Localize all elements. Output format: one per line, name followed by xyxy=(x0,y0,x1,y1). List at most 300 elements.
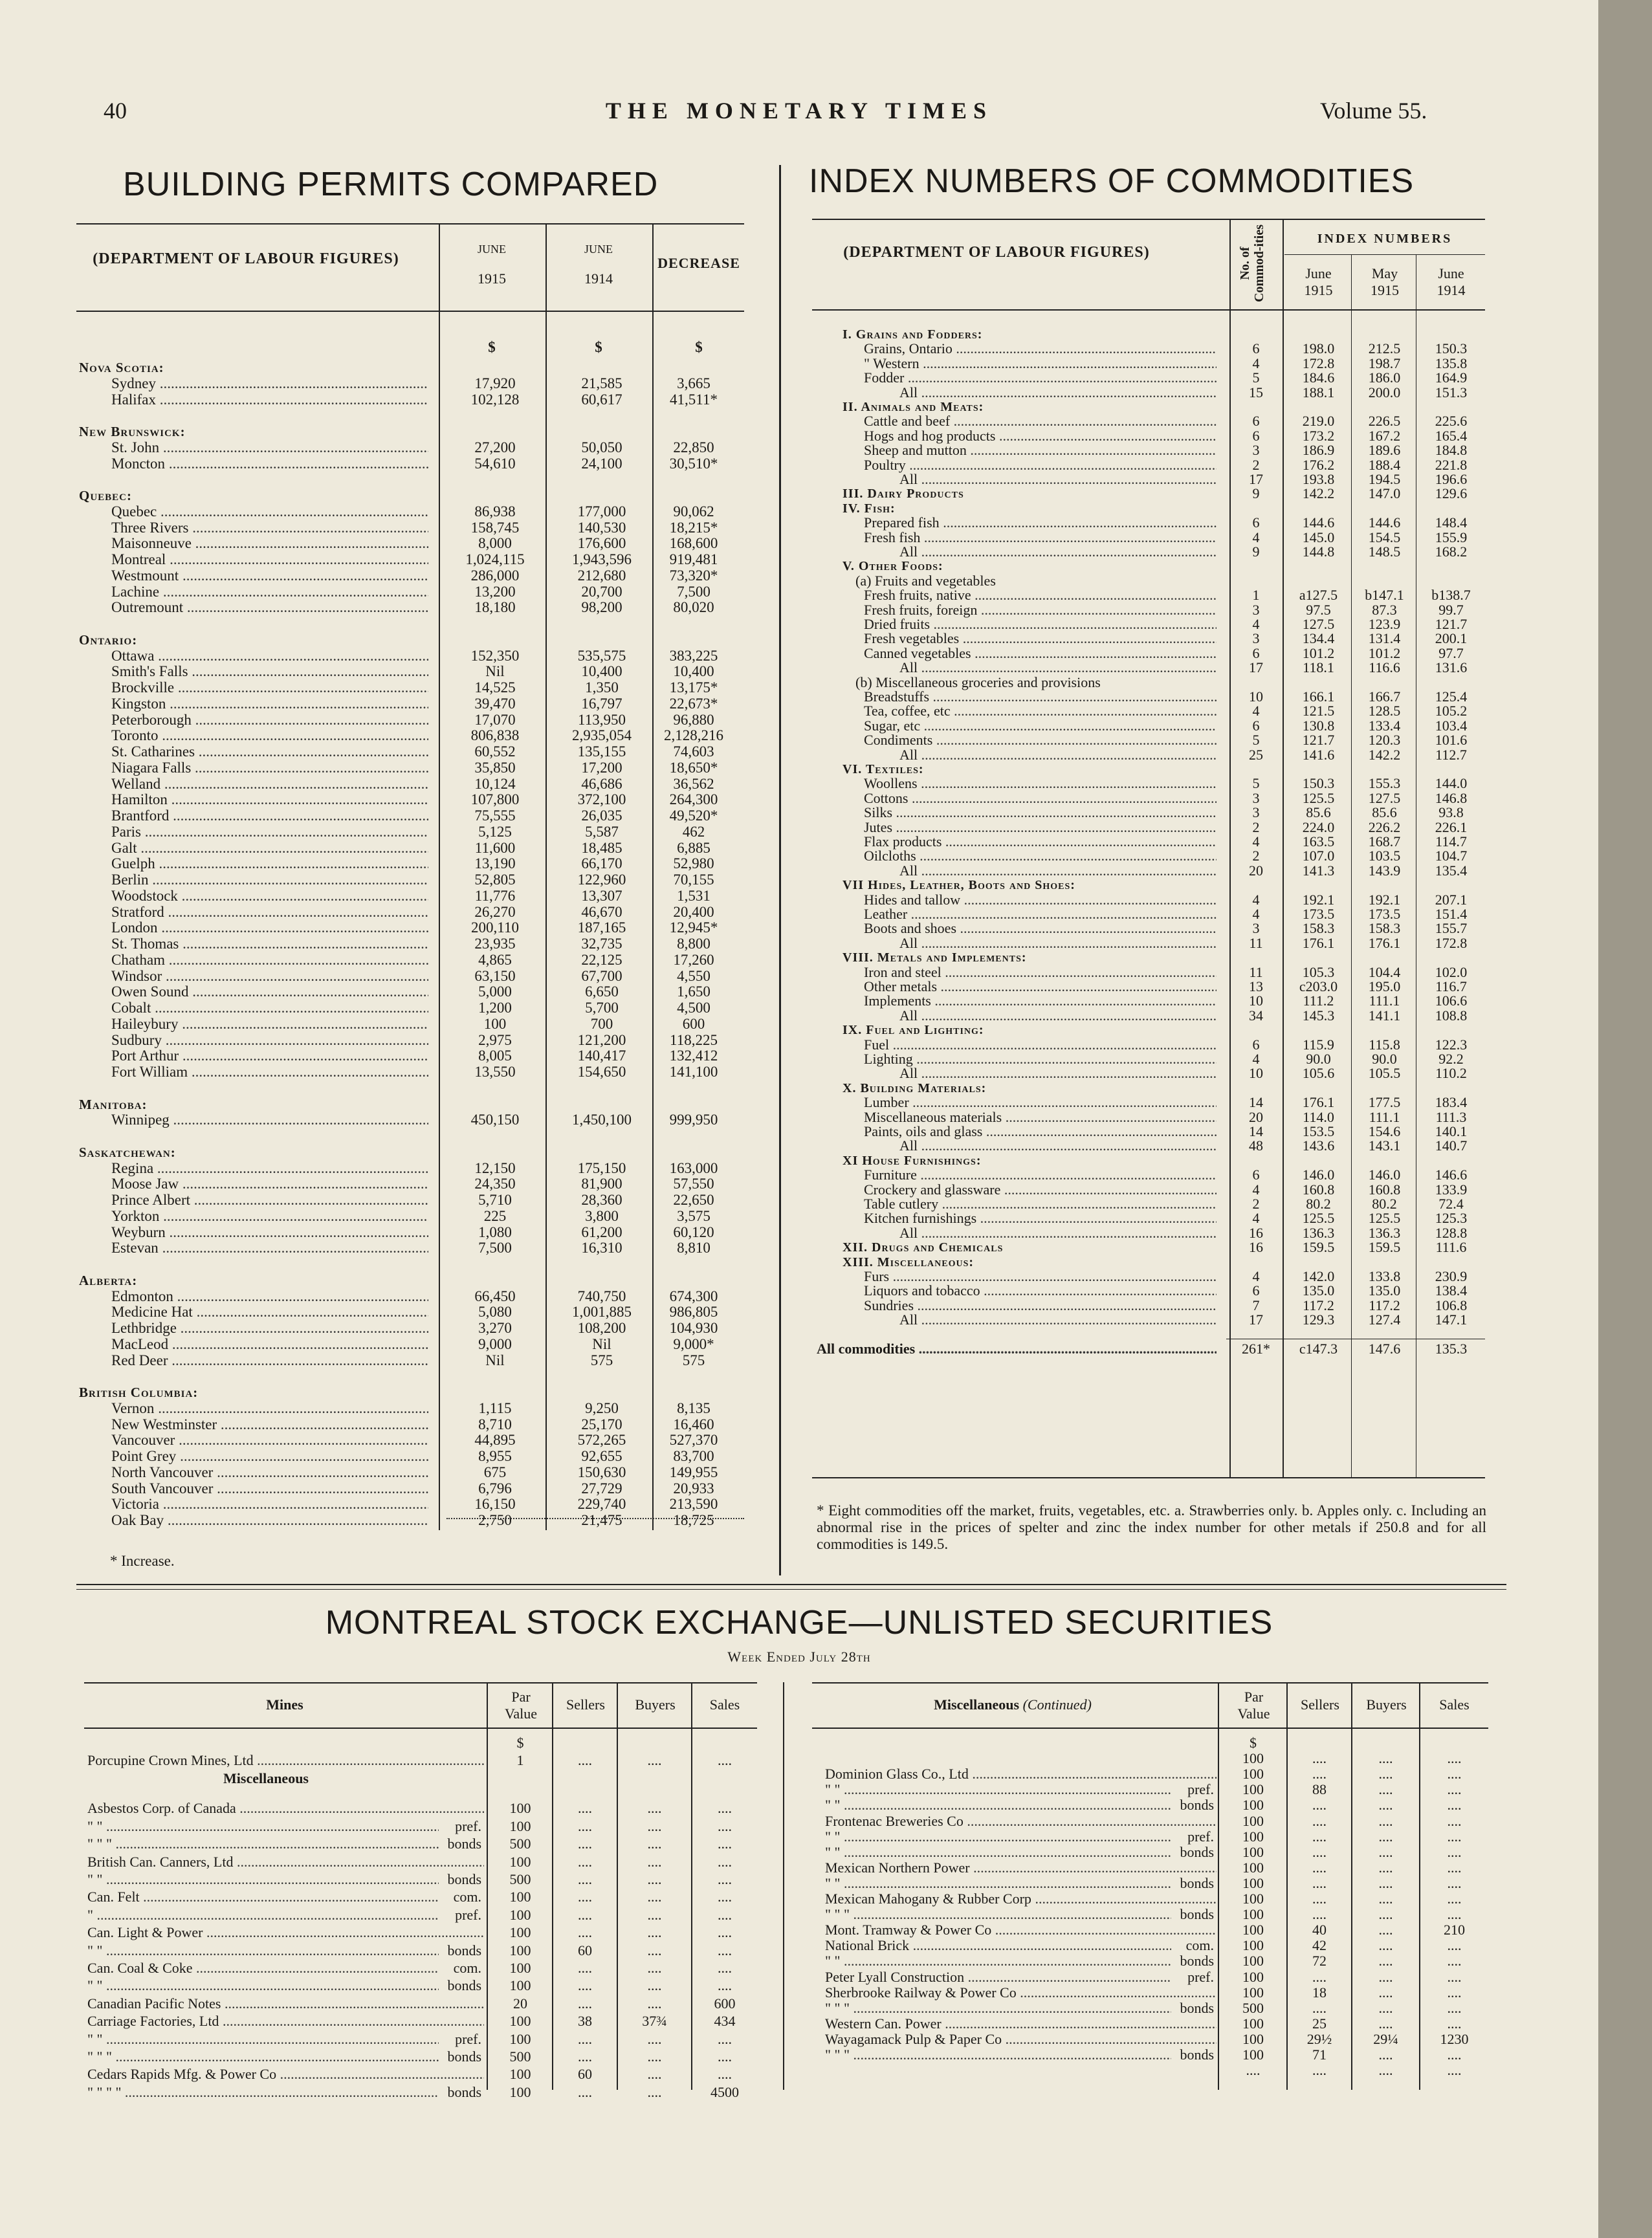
stock-row xyxy=(0,1750,1488,1769)
commodity-count: 3 xyxy=(1252,789,1260,806)
index-june-1915: 141.6 xyxy=(1302,746,1335,763)
index-june-1914: 131.6 xyxy=(1435,659,1468,676)
index-june-1914: 168.2 xyxy=(1435,543,1468,560)
par-value: 100 xyxy=(1242,1828,1264,1845)
stock-left-par-header: Par Value xyxy=(504,1689,538,1722)
city-name: Weyburn ..... xyxy=(111,1225,428,1240)
sales-count: .... xyxy=(1447,1812,1462,1829)
city-name: St. Thomas ..... xyxy=(111,936,428,952)
index-june-1914: 138.4 xyxy=(1435,1282,1468,1299)
permits-june-1915: 66,450 xyxy=(474,1288,516,1304)
city-name: Maisonneuve ..... xyxy=(111,536,428,551)
security-class: com. xyxy=(1185,1937,1214,1954)
permit-row xyxy=(0,1481,744,1497)
par-value: 100 xyxy=(1242,2015,1264,2032)
permits-june-1914: 17,200 xyxy=(581,759,622,776)
index-june-1915: 101.2 xyxy=(1302,644,1335,661)
index-may-1915: 142.2 xyxy=(1368,746,1401,763)
sales-count: .... xyxy=(1447,1781,1462,1798)
commodity-count: 16 xyxy=(1249,1224,1263,1241)
commodity-name: All ..... xyxy=(899,1008,1217,1024)
permits-june-1915: 5,125 xyxy=(478,823,512,840)
sales-count: .... xyxy=(1447,1750,1462,1767)
commodity-row xyxy=(0,1008,1488,1024)
index-june-1915: 130.8 xyxy=(1302,717,1335,734)
security-class: bonds xyxy=(447,1836,481,1852)
commodity-row xyxy=(0,1095,1488,1110)
permits-june-1914: 3,800 xyxy=(585,1207,619,1224)
index-june-1914: 104.7 xyxy=(1435,848,1468,864)
city-name: Quebec ..... xyxy=(111,504,428,520)
commodity-row xyxy=(0,631,1488,646)
commodity-subgroup-name: (b) Miscellaneous groceries and provisions xyxy=(855,674,1101,690)
stock-row xyxy=(0,2001,1488,2016)
index-june-1914: 184.8 xyxy=(1435,442,1468,459)
sales-count: .... xyxy=(718,1960,732,1976)
index-june-1915: 134.4 xyxy=(1302,630,1335,647)
stock-row xyxy=(0,1922,1488,1941)
index-may-1915: 160.8 xyxy=(1368,1181,1401,1198)
commodity-name: Sundries ..... xyxy=(864,1298,1217,1313)
city-name: Edmonton ..... xyxy=(111,1289,428,1304)
commodity-name: Iron and steel ..... xyxy=(864,965,1217,980)
permits-decrease: 986,805 xyxy=(669,1304,718,1321)
index-june-1914: b138.7 xyxy=(1431,587,1471,604)
city-name: Windsor ..... xyxy=(111,969,428,984)
permits-june-1914: 20,700 xyxy=(581,583,622,600)
commodity-count: 2 xyxy=(1252,456,1260,473)
stock-row xyxy=(0,1969,1488,1985)
city-name: New Westminster ..... xyxy=(111,1417,428,1432)
permits-june-1915: 75,555 xyxy=(474,807,516,824)
stock-right-top-rule xyxy=(812,1682,1488,1684)
index-june-1915: 85.6 xyxy=(1306,804,1331,821)
commodity-name: Lighting ..... xyxy=(864,1051,1217,1067)
permits-june-1915: 63,150 xyxy=(474,967,516,984)
security-name: National Brick ..... xyxy=(825,1938,1171,1953)
permits-june-1915: 18,180 xyxy=(474,599,516,616)
index-may-1915: 90.0 xyxy=(1372,1051,1397,1067)
commodity-group-name: V. Other Foods: xyxy=(843,559,943,574)
stock-left-buyers-header: Buyers xyxy=(635,1696,676,1713)
index-may-1915: 111.1 xyxy=(1369,1108,1400,1125)
commodity-count: 1 xyxy=(1252,587,1260,604)
commodity-count: 14 xyxy=(1249,1123,1263,1139)
sellers-price: .... xyxy=(578,2030,592,2047)
commodity-count: 6 xyxy=(1252,340,1260,357)
index-may-1915: 154.5 xyxy=(1368,529,1401,545)
index-june-1914: 106.6 xyxy=(1435,993,1468,1009)
permits-june-1914: 46,686 xyxy=(581,775,622,792)
permits-june-1915: 12,150 xyxy=(474,1159,516,1176)
sellers-price: 29½ xyxy=(1306,2030,1332,2047)
permits-decrease: 10,400 xyxy=(673,663,714,680)
index-bottom-rule xyxy=(812,1477,1485,1478)
permits-decrease: 919,481 xyxy=(669,551,718,567)
buyers-price: .... xyxy=(647,2048,662,2065)
city-name: Oak Bay ..... xyxy=(111,1513,428,1528)
permits-decrease: 600 xyxy=(682,1015,705,1032)
sales-count: .... xyxy=(1447,1937,1462,1954)
buyers-price: .... xyxy=(1378,2046,1393,2063)
security-class: bonds xyxy=(447,1871,481,1887)
permits-decrease: 70,155 xyxy=(673,872,714,888)
permits-june-1914: 154,650 xyxy=(577,1064,626,1080)
permits-june-1915: 13,190 xyxy=(474,855,516,872)
index-may-1915: 147.6 xyxy=(1368,1341,1401,1357)
index-may-1915: 116.6 xyxy=(1369,659,1400,676)
par-value: 100 xyxy=(1242,1766,1264,1783)
buyers-price: .... xyxy=(647,1889,662,1905)
index-may-1915: 87.3 xyxy=(1372,601,1397,618)
buyers-price: .... xyxy=(1378,1999,1393,2016)
buyers-price: 37¾ xyxy=(642,2013,667,2030)
par-value: 100 xyxy=(509,1889,531,1905)
index-june-1915: a127.5 xyxy=(1299,587,1338,604)
permits-decrease: 6,885 xyxy=(677,839,710,856)
commodity-group-row xyxy=(0,950,1488,965)
index-june-1915: 117.2 xyxy=(1303,1297,1334,1313)
commodity-name: All ..... xyxy=(899,1225,1217,1241)
sales-count: .... xyxy=(1447,1999,1462,2016)
index-june-1915: 173.5 xyxy=(1302,906,1335,922)
permits-col1-month: JUNE xyxy=(478,243,506,256)
index-june-1915: 142.2 xyxy=(1302,485,1335,502)
security-class: bonds xyxy=(1180,1874,1214,1891)
permits-june-1914: 98,200 xyxy=(581,599,622,616)
index-may-1915: 115.8 xyxy=(1369,1036,1400,1053)
stock-row xyxy=(0,2085,1488,2100)
commodity-count: 2 xyxy=(1252,818,1260,835)
commodity-name: Cattle and beef ..... xyxy=(864,413,1217,429)
sellers-price: .... xyxy=(1312,1843,1327,1860)
commodity-count: 3 xyxy=(1252,442,1260,459)
permits-june-1914: 108,200 xyxy=(577,1320,626,1336)
stock-row xyxy=(0,2047,1488,2063)
index-may-1915: 194.5 xyxy=(1368,471,1401,487)
commodity-row xyxy=(0,617,1488,632)
commodity-count: 2 xyxy=(1252,848,1260,864)
buyers-price: .... xyxy=(1378,1843,1393,1860)
buyers-price: .... xyxy=(647,1995,662,2012)
commodity-name: Dried fruits ..... xyxy=(864,617,1217,632)
par-value: 500 xyxy=(509,1871,531,1887)
security-name: " ..... xyxy=(87,1907,439,1923)
par-value: 100 xyxy=(509,1942,531,1958)
stock-row xyxy=(0,2016,1488,2032)
sellers-price: .... xyxy=(1312,1766,1327,1783)
permits-june-1915: 286,000 xyxy=(470,567,520,584)
permits-decrease: 41,511* xyxy=(670,391,718,408)
security-class: bonds xyxy=(1180,1797,1214,1814)
commodity-name: All ..... xyxy=(899,660,1217,675)
sales-count: .... xyxy=(1447,1953,1462,1969)
sales-count: .... xyxy=(718,1836,732,1852)
index-june-1914: 129.6 xyxy=(1435,485,1468,502)
commodity-group-name: II. Animals and Meats: xyxy=(843,400,984,414)
permits-june-1915: 107,800 xyxy=(470,791,520,808)
permits-decrease: 1,531 xyxy=(677,887,710,904)
security-name: Western Can. Power ..... xyxy=(825,2016,1217,2032)
par-value: 100 xyxy=(509,1817,531,1834)
index-june-1914: 108.8 xyxy=(1435,1007,1468,1024)
commodity-name: Fresh vegetables ..... xyxy=(864,631,1217,646)
buyers-price: .... xyxy=(1378,1750,1393,1767)
security-name: " " ..... xyxy=(825,1845,1171,1860)
city-name: Victoria ..... xyxy=(111,1497,428,1512)
city-name: Point Grey ..... xyxy=(111,1449,428,1464)
sales-count: .... xyxy=(1447,2015,1462,2032)
commodity-count: 4 xyxy=(1252,891,1260,908)
commodity-name: Boots and shoes ..... xyxy=(864,921,1217,936)
stock-row xyxy=(0,1797,1488,1813)
city-name: Yorkton ..... xyxy=(111,1209,428,1224)
commodity-row xyxy=(0,993,1488,1009)
par-value: $ xyxy=(1250,1735,1257,1751)
permits-col2-month: JUNE xyxy=(584,243,613,256)
buyers-price: .... xyxy=(647,1871,662,1887)
permits-june-1914: 66,170 xyxy=(581,855,622,872)
permits-june-1915: 1,200 xyxy=(478,1000,512,1016)
province-heading xyxy=(0,1385,744,1400)
commodity-count: 34 xyxy=(1249,1007,1263,1024)
index-source-label: (DEPARTMENT OF LABOUR FIGURES) xyxy=(843,244,1150,261)
commodity-group-row xyxy=(0,399,1488,415)
stock-right-sellers-header: Sellers xyxy=(1301,1696,1339,1713)
index-june-1915: 143.6 xyxy=(1302,1137,1335,1154)
sales-count: .... xyxy=(718,1924,732,1941)
commodity-name: All ..... xyxy=(899,544,1217,560)
city-name: Westmount ..... xyxy=(111,568,428,584)
permits-june-1914: 25,170 xyxy=(581,1416,622,1432)
commodity-name: All ..... xyxy=(899,472,1217,487)
security-name: " " ..... xyxy=(825,1953,1171,1969)
city-name: Hamilton ..... xyxy=(111,792,428,807)
commodity-row xyxy=(0,1312,1488,1328)
sellers-price: 38 xyxy=(578,2013,592,2030)
permits-bottom-dots xyxy=(446,1518,744,1520)
permit-row xyxy=(0,1449,744,1464)
permits-col1-year: 1915 xyxy=(478,270,506,287)
index-june-1915: 224.0 xyxy=(1302,818,1335,835)
city-name: Halifax ..... xyxy=(111,392,428,408)
permits-june-1914: 175,150 xyxy=(577,1159,626,1176)
sellers-price: .... xyxy=(1312,1750,1327,1767)
security-class: pref. xyxy=(1187,1968,1214,1985)
permits-june-1915: 100 xyxy=(483,1015,507,1032)
commodity-row xyxy=(0,848,1488,864)
sellers-price: .... xyxy=(1312,1797,1327,1814)
commodity-name: Furs ..... xyxy=(864,1269,1217,1284)
security-name: Cedars Rapids Mfg. & Power Co ..... xyxy=(87,2067,484,2082)
permits-june-1914: 18,485 xyxy=(581,839,622,856)
stock-left-top-rule xyxy=(84,1682,757,1684)
index-june-1914: 128.8 xyxy=(1435,1224,1468,1241)
permits-decrease: 73,320* xyxy=(669,567,718,584)
index-group-rule xyxy=(1284,254,1485,255)
commodity-row xyxy=(0,834,1488,850)
commodity-row xyxy=(0,472,1488,487)
stock-row xyxy=(0,1876,1488,1891)
commodity-row xyxy=(0,732,1488,748)
buyers-price: .... xyxy=(1378,2015,1393,2032)
commodity-name: All ..... xyxy=(899,1138,1217,1154)
sellers-price: .... xyxy=(578,1906,592,1923)
city-name: Vernon ..... xyxy=(111,1401,428,1416)
index-top-rule xyxy=(812,219,1485,220)
permits-decrease: 213,590 xyxy=(669,1496,718,1513)
commodity-count: 6 xyxy=(1252,644,1260,661)
commodity-row xyxy=(0,921,1488,936)
index-may-1915: 195.0 xyxy=(1368,978,1401,994)
commodity-row xyxy=(0,1066,1488,1081)
index-june-1914: 111.6 xyxy=(1435,1239,1467,1256)
buyers-price: .... xyxy=(1378,1891,1393,1907)
index-june-1914: 150.3 xyxy=(1435,340,1468,357)
commodity-name: Sugar, etc ..... xyxy=(864,718,1217,734)
security-name: " " ..... xyxy=(87,1872,439,1887)
index-may-1915: 143.9 xyxy=(1368,862,1401,879)
index-may-1915: 111.1 xyxy=(1369,993,1400,1009)
commodity-name: Implements ..... xyxy=(864,993,1217,1009)
permits-decrease: 383,225 xyxy=(669,647,718,664)
security-name: Asbestos Corp. of Canada ..... xyxy=(87,1801,484,1816)
commodity-row xyxy=(0,1283,1488,1299)
permits-june-1914: Nil xyxy=(592,1335,611,1352)
commodity-row xyxy=(0,660,1488,675)
sales-count: 434 xyxy=(714,2013,736,2030)
index-may-1915: 168.7 xyxy=(1368,833,1401,850)
sales-count: .... xyxy=(1447,2062,1462,2079)
commodity-row xyxy=(0,515,1488,531)
commodity-name: Leather ..... xyxy=(864,906,1217,922)
sellers-price: .... xyxy=(578,1889,592,1905)
index-may-1915: 155.3 xyxy=(1368,775,1401,792)
index-may-1915: 158.3 xyxy=(1368,920,1401,937)
commodity-group-name: XII. Drugs and Chemicals xyxy=(843,1240,1004,1255)
security-class: pref. xyxy=(1187,1781,1214,1798)
security-name: " " ..... xyxy=(87,1943,439,1958)
permits-june-1915: 2,975 xyxy=(478,1031,512,1048)
permits-june-1914: 10,400 xyxy=(581,663,622,680)
permits-june-1914: 177,000 xyxy=(577,503,626,520)
commodity-count: 7 xyxy=(1252,1297,1260,1313)
commodity-row xyxy=(0,1110,1488,1125)
permits-decrease: 30,510* xyxy=(669,455,718,472)
permits-june-1914: 61,200 xyxy=(581,1223,622,1240)
permits-june-1915: 24,350 xyxy=(474,1176,516,1192)
permits-june-1915: 5,710 xyxy=(478,1192,512,1208)
index-may-1915: 186.0 xyxy=(1368,369,1401,386)
buyers-price: .... xyxy=(1378,2062,1393,2079)
index-col2-head: May 1915 xyxy=(1371,265,1399,298)
commodity-name: Sheep and mutton ..... xyxy=(864,443,1217,458)
sellers-price: .... xyxy=(1312,1968,1327,1985)
index-june-1915: 160.8 xyxy=(1302,1181,1335,1198)
permits-june-1915: 10,124 xyxy=(474,775,516,792)
index-may-1915: 226.2 xyxy=(1368,818,1401,835)
stock-row xyxy=(0,1829,1488,1845)
commodity-row xyxy=(0,443,1488,458)
permits-decrease: 57,550 xyxy=(673,1176,714,1192)
commodity-row xyxy=(0,1051,1488,1067)
commodity-row xyxy=(0,1269,1488,1284)
permits-june-1914: 16,310 xyxy=(581,1240,622,1256)
permits-head-rule xyxy=(76,311,744,312)
commodity-name: Lumber ..... xyxy=(864,1095,1217,1110)
security-class: pref. xyxy=(455,2030,481,2047)
index-may-1915: 103.5 xyxy=(1368,848,1401,864)
city-name: Haileybury ..... xyxy=(111,1016,428,1032)
permits-june-1915: 17,070 xyxy=(474,711,516,728)
permits-decrease: 1,650 xyxy=(677,983,710,1000)
city-name: Lachine ..... xyxy=(111,584,428,600)
sellers-price: 72 xyxy=(1312,1953,1327,1969)
city-name: St. John ..... xyxy=(111,440,428,455)
city-name: Paris ..... xyxy=(111,824,428,840)
sales-count: .... xyxy=(718,1871,732,1887)
sellers-price: .... xyxy=(1312,1828,1327,1845)
security-name: " " ..... xyxy=(825,1782,1171,1797)
permits-june-1914: 372,100 xyxy=(577,791,626,808)
commodity-count: 4 xyxy=(1252,616,1260,632)
par-value: 500 xyxy=(509,2048,531,2065)
commodity-group-name: VIII. Metals and Implements: xyxy=(843,950,1027,965)
stock-row xyxy=(0,2063,1488,2078)
permits-june-1915: 39,470 xyxy=(474,695,516,712)
commodity-row xyxy=(0,791,1488,806)
security-name: Mont. Tramway & Power Co ..... xyxy=(825,1922,1217,1938)
city-name: Stratford ..... xyxy=(111,905,428,920)
permits-decrease: 20,933 xyxy=(673,1480,714,1497)
index-footnote: * Eight commodities off the market, fruits, vegetables, etc. a. Strawberries only. b. Apples only. c. Including an abnormal rise in the prices of spelter and zinc the index number for other metals if 250.8 and for all commodities is 149.5. xyxy=(817,1502,1486,1552)
security-class: bonds xyxy=(1180,1953,1214,1969)
building-permits-title: BUILDING PERMITS COMPARED xyxy=(123,166,659,203)
security-name: " " " ..... xyxy=(825,2001,1171,2016)
index-may-1915: 104.4 xyxy=(1368,963,1401,980)
permits-decrease: 18,650* xyxy=(669,759,718,776)
index-may-1915: 85.6 xyxy=(1372,804,1397,821)
commodity-group-row xyxy=(0,759,1488,777)
permits-june-1914: 187,165 xyxy=(577,919,626,936)
permits-june-1915: 200,110 xyxy=(471,919,519,936)
permits-june-1915: Nil xyxy=(485,1352,505,1368)
security-name: Dominion Glass Co., Ltd ..... xyxy=(825,1766,1217,1782)
sales-count: .... xyxy=(1447,1859,1462,1876)
city-name: Woodstock ..... xyxy=(111,888,428,904)
permits-decrease: 18,215* xyxy=(669,519,718,536)
security-name: " " ..... xyxy=(825,1829,1171,1845)
permits-decrease: 22,673* xyxy=(669,695,718,712)
sellers-price: .... xyxy=(578,1960,592,1976)
publication-title: THE MONETARY TIMES xyxy=(605,98,993,124)
index-june-1914: 121.7 xyxy=(1435,616,1468,632)
city-name: Ottawa ..... xyxy=(111,648,428,664)
commodity-group-row xyxy=(0,501,1488,516)
commodity-group-row xyxy=(0,327,1488,342)
sales-count: .... xyxy=(1447,1906,1462,1923)
buyers-price: .... xyxy=(1378,1937,1393,1954)
commodity-count: 3 xyxy=(1252,804,1260,821)
permits-june-1915: 26,270 xyxy=(474,903,516,920)
commodity-name: All ..... xyxy=(899,936,1217,951)
index-june-1915: 141.3 xyxy=(1302,862,1335,879)
permits-june-1915: 27,200 xyxy=(474,439,516,455)
index-june-1914: 221.8 xyxy=(1435,456,1468,473)
commodity-name: Canned vegetables ..... xyxy=(864,646,1217,661)
index-june-1914: 140.1 xyxy=(1435,1123,1468,1139)
index-may-1915: 123.9 xyxy=(1368,616,1401,632)
